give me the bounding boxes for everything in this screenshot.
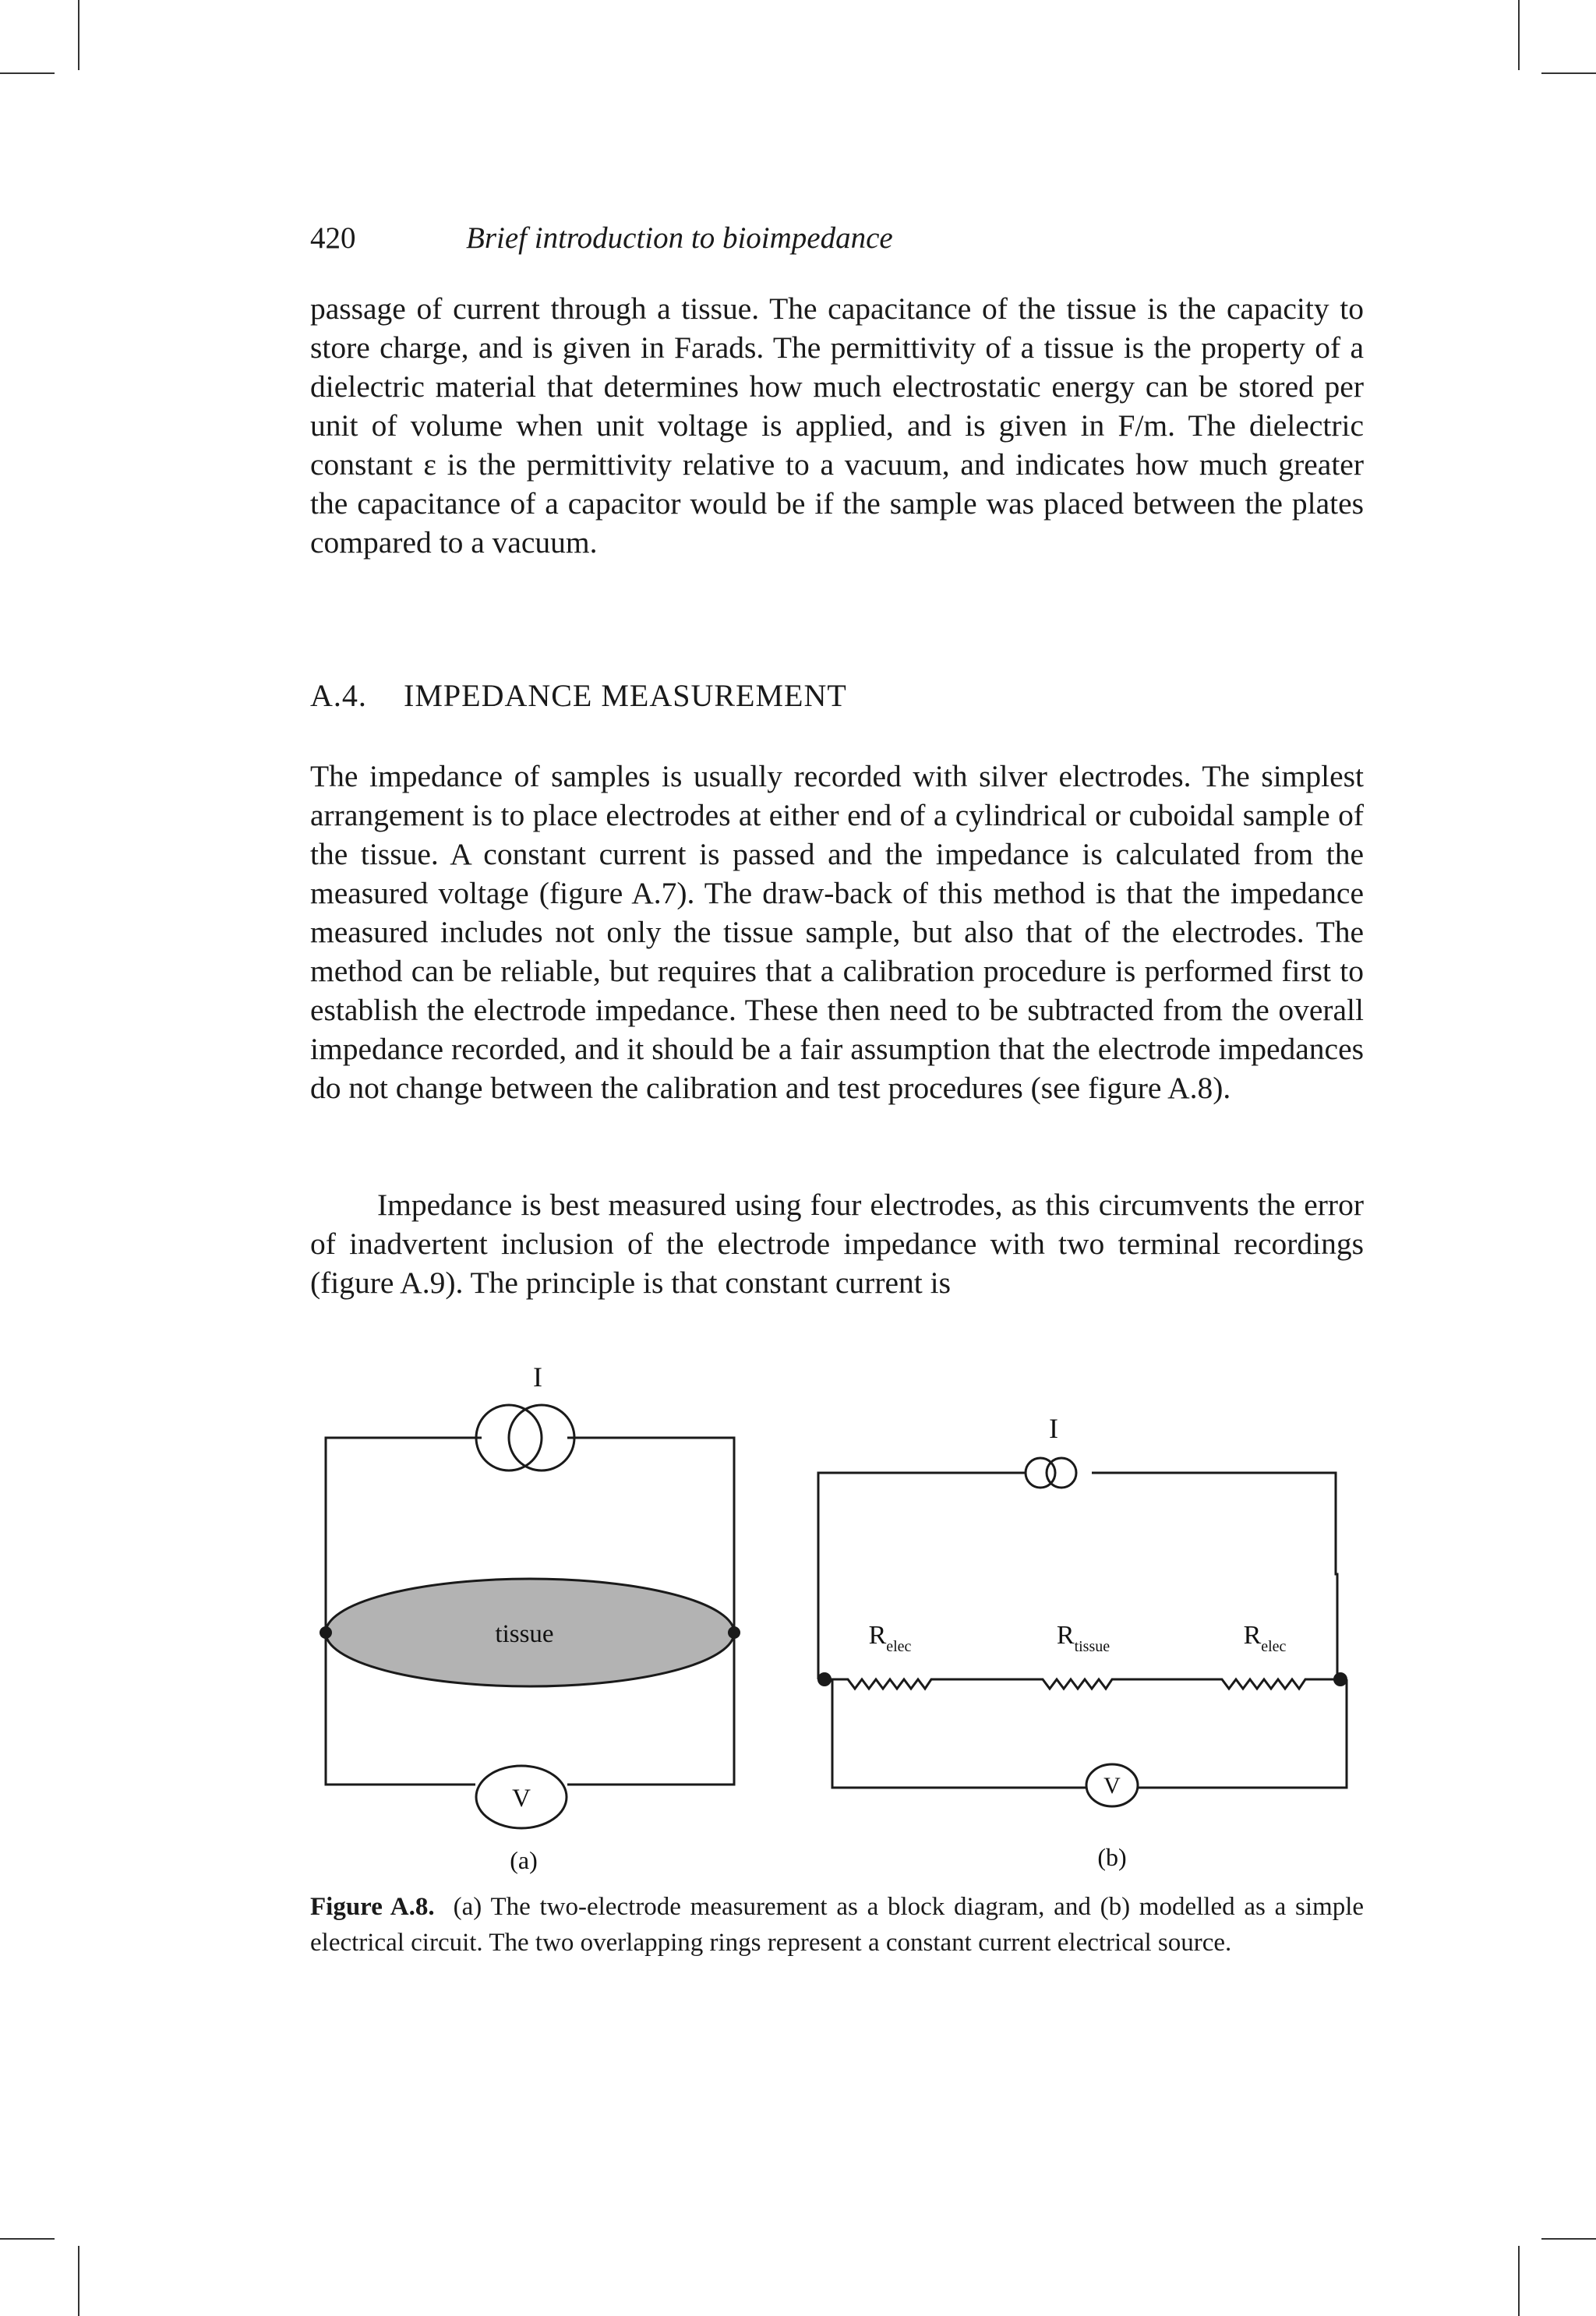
crop-mark — [0, 2238, 55, 2240]
paragraph-four-electrodes: Impedance is best measured using four electrodes, as this circumvents the error of inadvertent inclusion of the electrode impedance with two terminal recordings (figure A.9). The principle is that constant current is — [310, 1188, 1364, 1300]
r-tissue-subscript: tissue — [1074, 1638, 1110, 1655]
section-heading — [310, 676, 1364, 715]
r-symbol: R — [1056, 1621, 1075, 1650]
r-symbol: R — [1243, 1621, 1262, 1650]
crop-mark — [1518, 0, 1520, 70]
section-number: A.4. — [310, 678, 367, 713]
panel-b-voltmeter-label: V — [1103, 1773, 1121, 1799]
figure-a8-diagram — [310, 1340, 1364, 1878]
running-title: Brief introduction to bioimpedance — [466, 221, 893, 255]
crop-mark — [1541, 72, 1596, 74]
panel-b — [817, 1458, 1347, 1806]
r-elec-subscript: elec — [1261, 1638, 1287, 1655]
section-title: IMPEDANCE MEASUREMENT — [404, 678, 847, 713]
crop-mark — [0, 72, 55, 74]
panel-b-wire-bottom — [832, 1679, 1347, 1788]
crop-mark — [78, 0, 79, 70]
resistor-r-elec-left — [818, 1679, 976, 1689]
resistor-r-tissue — [976, 1679, 1163, 1689]
r-tissue-label — [1057, 1621, 1110, 1655]
crop-mark — [78, 2246, 79, 2316]
electrode-left — [817, 1672, 832, 1686]
panel-a — [320, 1405, 740, 1828]
paragraph-impedance: The impedance of samples is usually recorded with silver electrodes. The simplest arrangement is to place electrodes at either end of a cylindrical or cuboidal sample of the tissue. A constant current is passed and the impedance is calculated from the measured voltage (figure A.7). The draw-back of this method is that the impedance measured includes not only the tissue sample, but also that of the electrodes. The method can be reliable, but requires that a calibration procedure is performed first to establish the electrode impedance. These then need to be subtracted from the overall impedance recorded, and it should be a fair assumption that the electrode impedances do not change between the calibration and test procedures (see figure A.8). — [310, 759, 1364, 1105]
panel-a-sublabel: (a) — [510, 1846, 538, 1874]
electrode-left — [320, 1626, 332, 1639]
r-elec-subscript: elec — [886, 1638, 912, 1655]
r-elec-left-label — [869, 1621, 912, 1655]
caption-label: Figure A.8. — [310, 1893, 435, 1921]
resistor-r-elec-right — [1163, 1679, 1347, 1689]
panel-a-tissue-label: tissue — [495, 1620, 554, 1648]
figure-caption — [310, 1889, 1364, 1961]
figure-a8 — [310, 1340, 1364, 1878]
running-header — [310, 220, 1364, 257]
page-number: 420 — [310, 221, 356, 255]
r-elec-right-label — [1244, 1621, 1287, 1655]
panel-b-sublabel: (b) — [1097, 1843, 1127, 1871]
electrode-right — [728, 1626, 740, 1639]
paragraph-dielectric: passage of current through a tissue. The capacitance of the tissue is the capacity to store charge, and is given in Farads. The permittivity of a tissue is the property of a dielectric material that determines how much electrostatic energy can be stored per unit of volume when unit voltage is applied, and is given in F/m. The dielectric constant ε is the permittivity relative to a vacuum, and indicates how much greater the capacitance of a capacitor would be if the sample was placed between the plates compared to a vacuum. — [310, 291, 1364, 560]
panel-a-voltmeter-label: V — [512, 1785, 531, 1813]
crop-mark — [1541, 2238, 1596, 2240]
current-source-ring-right — [1047, 1458, 1076, 1488]
r-symbol: R — [868, 1621, 887, 1650]
crop-mark — [1518, 2246, 1520, 2316]
panel-a-current-label: I — [533, 1361, 542, 1393]
caption-text: (a) The two-electrode measurement as a block diagram, and (b) modelled as a simple electrical circuit. The two overlapping rings represent a constant current electrical source. — [310, 1893, 1365, 1957]
panel-b-current-label: I — [1049, 1413, 1058, 1444]
electrode-right — [1333, 1672, 1347, 1686]
